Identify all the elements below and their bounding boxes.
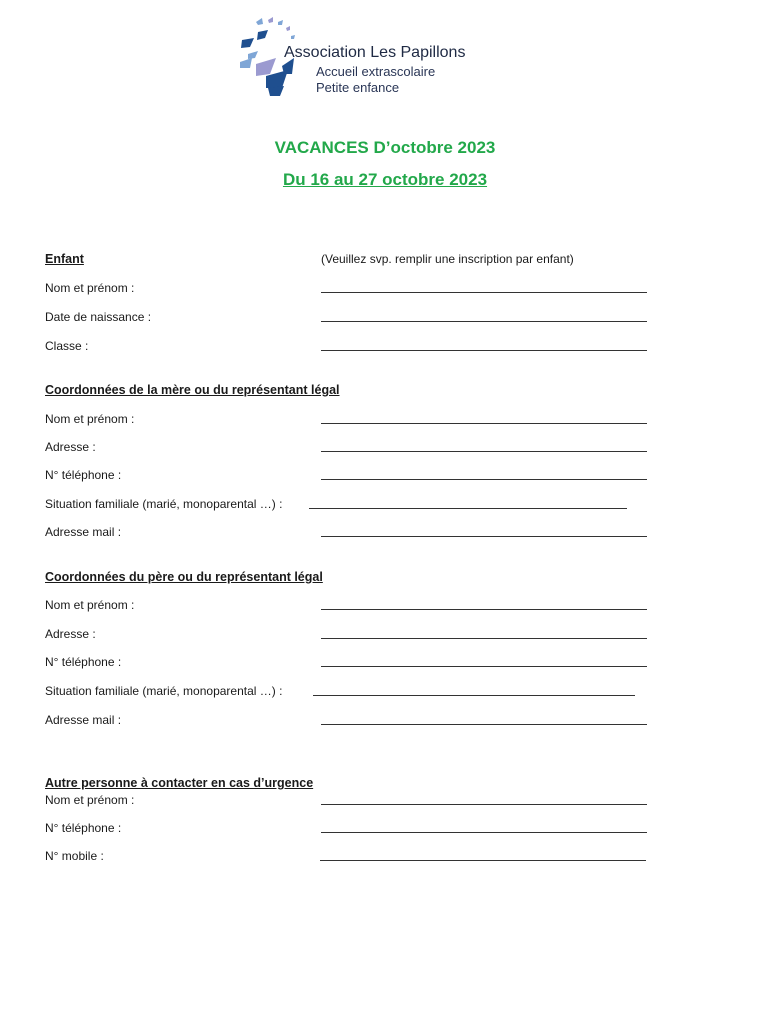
field-label: Classe : <box>45 339 89 353</box>
field-urgence-nom[interactable] <box>45 793 745 809</box>
fill-line[interactable] <box>320 860 646 861</box>
fill-line[interactable] <box>321 638 647 639</box>
field-label: Adresse mail : <box>45 525 122 539</box>
org-subtitle-2: Petite enfance <box>316 80 400 95</box>
fill-line[interactable] <box>321 423 647 424</box>
section-enfant-heading: Enfant <box>45 252 84 266</box>
page-title: VACANCES D’octobre 2023 <box>274 138 496 157</box>
field-label: Date de naissance : <box>45 310 152 324</box>
fill-line[interactable] <box>321 536 647 537</box>
field-pere-telephone[interactable] <box>45 655 745 671</box>
fill-line[interactable] <box>321 350 647 351</box>
field-label: Situation familiale (marié, monoparental …) : <box>45 497 283 511</box>
field-pere-nom[interactable] <box>45 598 745 614</box>
field-label: Nom et prénom : <box>45 598 135 612</box>
field-label: N° téléphone : <box>45 821 122 835</box>
enfant-note: (Veuillez svp. remplir une inscription par enfant) <box>321 252 574 266</box>
date-range: Du 16 au 27 octobre 2023 <box>282 170 488 189</box>
field-label: Adresse : <box>45 440 96 454</box>
field-mere-nom[interactable] <box>45 412 745 428</box>
fill-line[interactable] <box>313 695 635 696</box>
logo <box>236 14 496 100</box>
field-pere-adresse[interactable] <box>45 627 745 643</box>
field-label: N° téléphone : <box>45 655 122 669</box>
fill-line[interactable] <box>321 451 647 452</box>
field-label: N° téléphone : <box>45 468 122 482</box>
field-label: Nom et prénom : <box>45 793 135 807</box>
fill-line[interactable] <box>321 321 647 322</box>
fill-line[interactable] <box>321 609 647 610</box>
fill-line[interactable] <box>321 832 647 833</box>
fill-line[interactable] <box>321 292 647 293</box>
field-mere-mail[interactable] <box>45 525 745 541</box>
fill-line[interactable] <box>321 804 647 805</box>
fill-line[interactable] <box>309 508 627 509</box>
org-name: Association Les Papillons <box>284 44 466 61</box>
field-pere-mail[interactable] <box>45 713 745 729</box>
field-label: N° mobile : <box>45 849 104 863</box>
field-enfant-classe[interactable] <box>45 339 745 355</box>
field-label: Adresse mail : <box>45 713 122 727</box>
field-urgence-telephone[interactable] <box>45 821 745 837</box>
field-label: Nom et prénom : <box>45 412 135 426</box>
field-mere-adresse[interactable] <box>45 440 745 456</box>
section-mere-heading: Coordonnées de la mère ou du représentant légal <box>45 383 340 397</box>
section-urgence-heading: Autre personne à contacter en cas d’urgence <box>45 776 314 790</box>
field-label: Adresse : <box>45 627 96 641</box>
fill-line[interactable] <box>321 666 647 667</box>
field-mere-telephone[interactable] <box>45 468 745 484</box>
field-pere-situation[interactable] <box>45 684 745 700</box>
field-label: Situation familiale (marié, monoparental …) : <box>45 684 283 698</box>
fill-line[interactable] <box>321 724 647 725</box>
fill-line[interactable] <box>321 479 647 480</box>
org-subtitle-1: Accueil extrascolaire <box>316 64 436 79</box>
field-label: Nom et prénom : <box>45 281 135 295</box>
field-mere-situation[interactable] <box>45 497 745 513</box>
field-urgence-mobile[interactable] <box>45 849 745 865</box>
section-pere-heading: Coordonnées du père ou du représentant légal <box>45 570 323 584</box>
field-enfant-nom[interactable] <box>45 281 745 297</box>
field-enfant-naissance[interactable] <box>45 310 745 326</box>
